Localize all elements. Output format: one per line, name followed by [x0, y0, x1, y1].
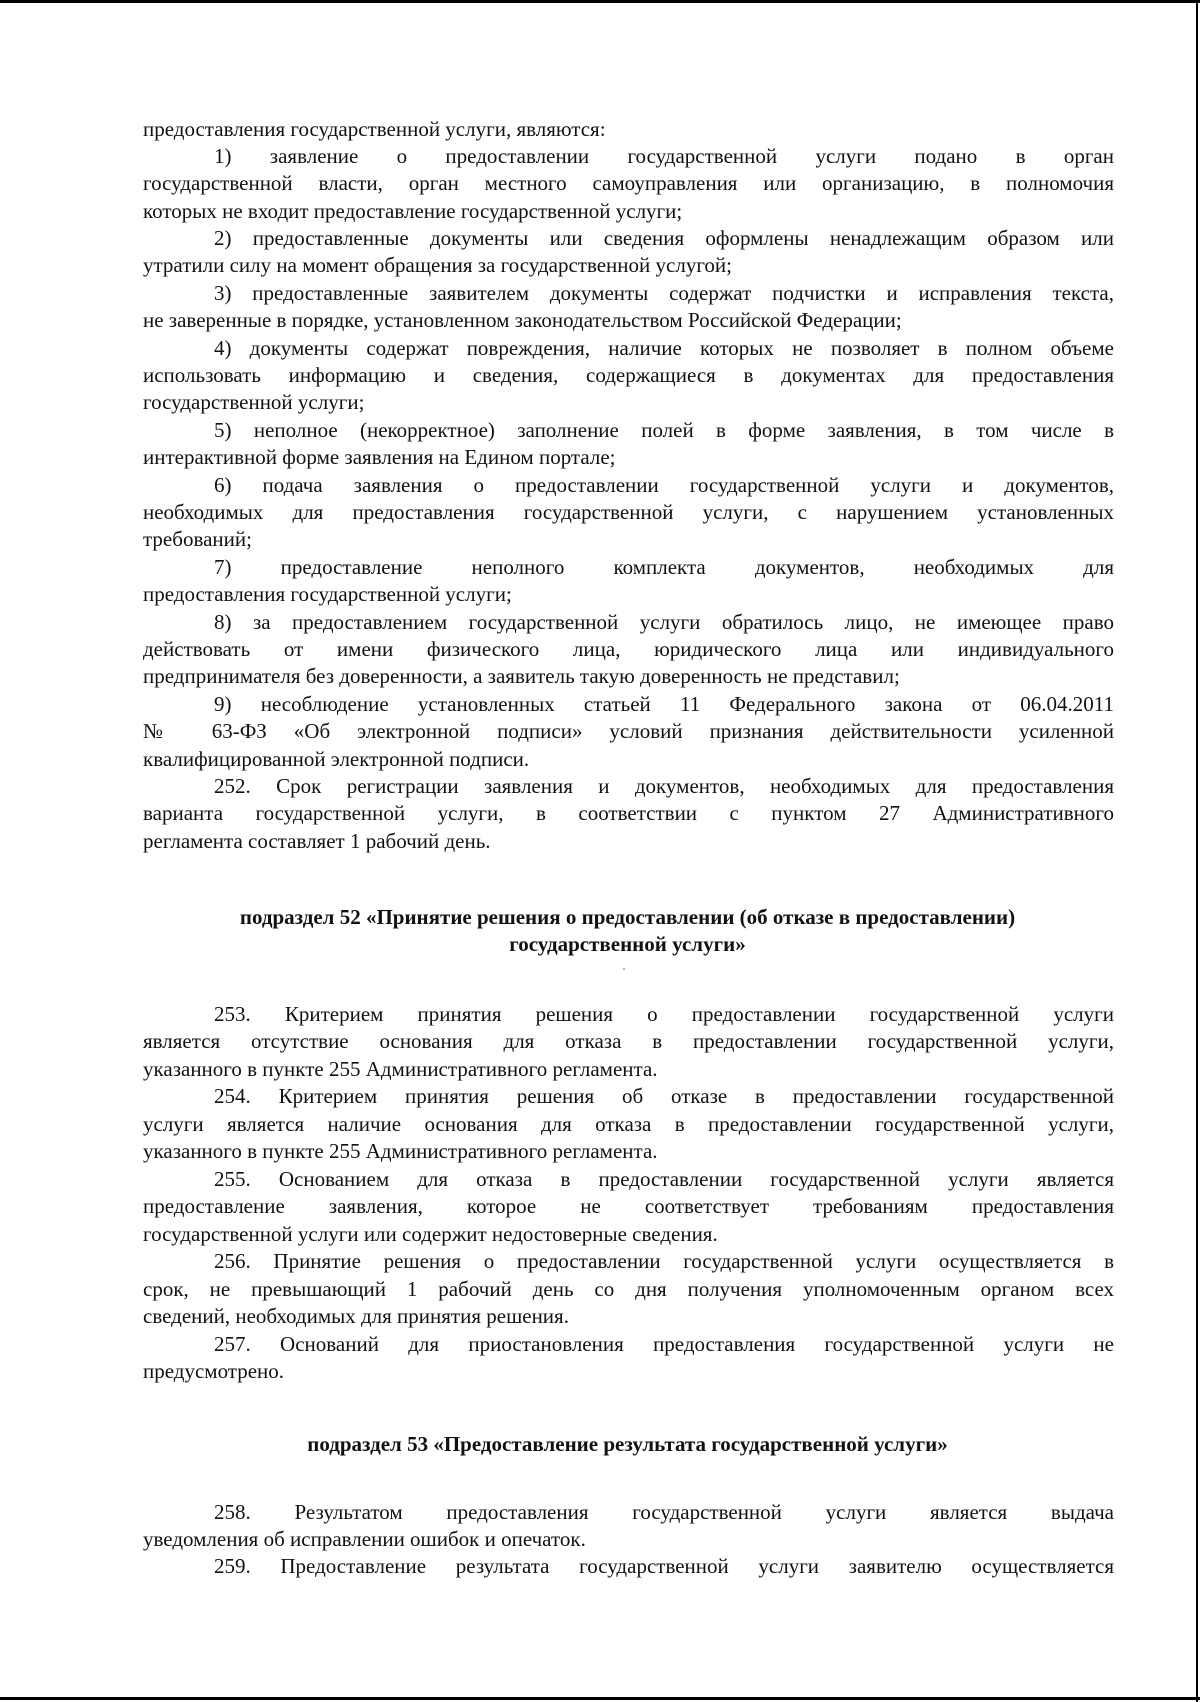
- text-line: интерактивной форме заявления на Едином портале;: [143, 445, 616, 469]
- text-line: предусмотрено.: [143, 1359, 285, 1383]
- text-line: действовать от имени физического лица, юридического лица или индивидуального: [143, 637, 1114, 661]
- text-line: предпринимателя без доверенности, а заявитель такую доверенность не представил;: [143, 664, 900, 688]
- text-line: срок, не превышающий 1 рабочий день со дня получения уполномоченным органом всех: [143, 1277, 1114, 1301]
- text-line: 257. Оснований для приостановления предоставления государственной услуги не: [214, 1332, 1114, 1356]
- text-line: 254. Критерием принятия решения об отказе в предоставлении государственной: [214, 1084, 1114, 1108]
- text-line: 8) за предоставлением государственной услуги обратилось лицо, не имеющее право: [214, 610, 1114, 634]
- text-line: необходимых для предоставления государственной услуги, с нарушением установленных: [143, 500, 1114, 524]
- text-line: 5) неполное (некорректное) заполнение полей в форме заявления, в том числе в: [214, 418, 1114, 442]
- section-heading-52-cont: государственной услуги»: [509, 932, 746, 956]
- text-line: 4) документы содержат повреждения, наличие которых не позволяет в полном объеме: [214, 336, 1114, 360]
- text-line: которых не входит предоставление государственной услуги;: [143, 199, 683, 223]
- text-line: сведений, необходимых для принятия решения.: [143, 1304, 569, 1328]
- text-line: 252. Срок регистрации заявления и документов, необходимых для предоставления: [214, 774, 1114, 798]
- text-line: утратили силу на момент обращения за государственной услугой;: [143, 253, 732, 277]
- text-line: 255. Основанием для отказа в предоставлении государственной услуги является: [214, 1167, 1114, 1191]
- section-heading-53: подраздел 53 «Предоставление результата государственной услуги»: [307, 1432, 948, 1456]
- text-line: указанного в пункте 255 Административного регламента.: [143, 1139, 658, 1163]
- text-line: услуги является наличие основания для отказа в предоставлении государственной услуги,: [143, 1112, 1114, 1136]
- text-line: государственной услуги или содержит недостоверные сведения.: [143, 1222, 718, 1246]
- text-line: требований;: [143, 527, 252, 551]
- text-line: государственной власти, орган местного самоуправления или организацию, в полномочия: [143, 171, 1114, 195]
- text-line: предоставления государственной услуги;: [143, 582, 512, 606]
- text-line: является отсутствие основания для отказа в предоставлении государственной услуги,: [143, 1029, 1114, 1053]
- text-line: 6) подача заявления о предоставлении государственной услуги и документов,: [214, 473, 1114, 497]
- text-line: предоставления государственной услуги, являются:: [143, 117, 606, 141]
- text-line: 2) предоставленные документы или сведения оформлены ненадлежащим образом или: [214, 226, 1114, 250]
- text-line: квалифицированной электронной подписи.: [143, 747, 530, 771]
- text-line: предоставление заявления, которое не соответствует требованиям предоставления: [143, 1194, 1114, 1218]
- text-line: 258. Результатом предоставления государственной услуги является выдача: [214, 1500, 1114, 1524]
- text-line: 256. Принятие решения о предоставлении государственной услуги осуществляется в: [214, 1249, 1114, 1273]
- scan-border-top: [0, 0, 1200, 3]
- scan-border-right: [1196, 0, 1198, 1702]
- text-line: уведомления об исправлении ошибок и опечаток.: [143, 1527, 586, 1551]
- text-line: регламента составляет 1 рабочий день.: [143, 829, 491, 853]
- text-line: указанного в пункте 255 Административного регламента.: [143, 1057, 658, 1081]
- text-line: не заверенные в порядке, установленном законодательством Российской Федерации;: [143, 308, 902, 332]
- text-line: 9) несоблюдение установленных статьей 11 Федерального закона от 06.04.2011: [214, 692, 1114, 716]
- text-line: 1) заявление о предоставлении государственной услуги подано в орган: [214, 144, 1114, 168]
- text-line: 259. Предоставление результата государственной услуги заявителю осуществляется: [214, 1554, 1114, 1578]
- scan-speck: [623, 968, 625, 970]
- text-line: государственной услуги;: [143, 390, 365, 414]
- text-line: № 63-ФЗ «Об электронной подписи» условий признания действительности усиленной: [143, 719, 1114, 743]
- scan-border-bottom: [0, 1697, 1200, 1700]
- text-line: 253. Критерием принятия решения о предоставлении государственной услуги: [214, 1002, 1114, 1026]
- text-line: 7) предоставление неполного комплекта документов, необходимых для: [214, 555, 1114, 579]
- text-line: использовать информацию и сведения, содержащиеся в документах для предоставления: [143, 363, 1114, 387]
- section-heading-52: подраздел 52 «Принятие решения о предоставлении (об отказе в предоставлении): [239, 905, 1016, 929]
- text-line: 3) предоставленные заявителем документы содержат подчистки и исправления текста,: [214, 281, 1114, 305]
- text-line: варианта государственной услуги, в соответствии с пунктом 27 Административного: [143, 801, 1114, 825]
